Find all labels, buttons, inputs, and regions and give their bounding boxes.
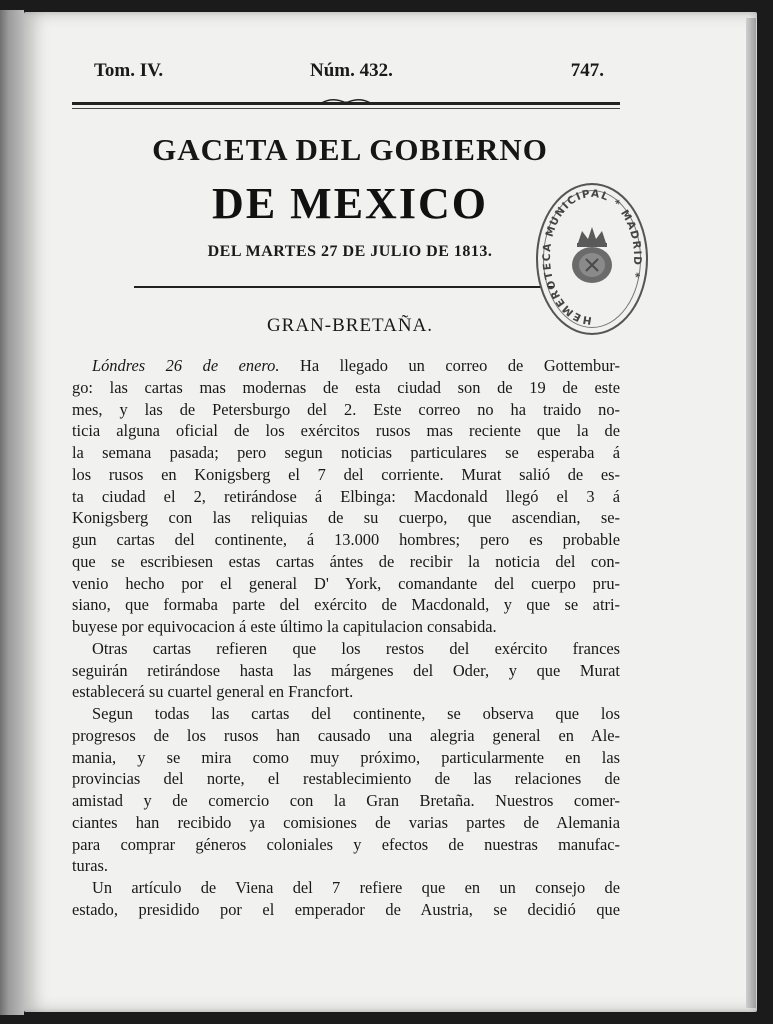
article-line: para comprar géneros coloniales y efectos de nuestras manufac- — [72, 834, 620, 854]
article-line: gun cartas del continente, á 13.000 hombres; pero es probable — [72, 530, 620, 549]
article-line: progresos de los rusos han causado una alegria general en Ale- — [72, 725, 620, 745]
issue-number: Núm. 432. — [310, 60, 393, 81]
masthead-rule — [134, 286, 554, 288]
crown-crest-icon — [572, 227, 612, 283]
article-line: buyese por equivocacion á este último la capitulacion consabida. — [72, 617, 497, 636]
article-line: estado, presidido por el emperador de Austria, se decidió que — [72, 899, 620, 919]
article-line: siano, que formaba parte del exército de Macdonald, y que se atri- — [72, 595, 620, 615]
article-line: ticia alguna oficial de los exércitos rusos mas reciente que la de — [72, 421, 620, 441]
left-page-edge — [0, 10, 24, 1015]
article-line: Un artículo de Viena del 7 refiere que en un consejo de — [92, 878, 620, 897]
article-line: Segun todas las cartas del continente, se observa que los — [92, 704, 620, 723]
article-line: seguirán retirándose hasta las márgenes del Oder, y que Murat — [72, 660, 620, 680]
article-line: la semana pasada; pero segun noticias particulares se esperaba á — [72, 443, 620, 462]
article-line: venio hecho por el general D' York, comandante del cuerpo pru- — [72, 573, 620, 593]
article-line: Otras cartas refieren que los restos del exército frances — [92, 638, 620, 658]
article-line: que se escribiesen estas cartas ántes de recibir la noticia del con- — [72, 551, 620, 571]
article-line: amistad y de comercio con la Gran Bretaña. Nuestros comer- — [72, 791, 620, 810]
article-line: ta ciudad el 2, retirándose á Elbinga: Macdonald llegó el 3 á — [72, 486, 620, 506]
header-rule-thin — [72, 108, 620, 109]
article-line: provincias del norte, el restablecimiento de las relaciones de — [72, 769, 620, 789]
rule-ornament-icon — [318, 96, 374, 108]
masthead-title-line2: DE MEXICO — [212, 179, 488, 228]
article-line: Konigsberg con las reliquias de su cuerpo, que ascendian, se- — [72, 508, 620, 528]
masthead-dateline: DEL MARTES 27 DE JULIO DE 1813. — [207, 243, 493, 260]
masthead-title-line1: GACETA DEL GOBIERNO — [152, 132, 548, 167]
page-number: 747. — [570, 60, 604, 81]
article-line: go: las cartas mas modernas de esta ciudad son de 19 de este — [72, 377, 620, 397]
article-line: mania, y se mira como muy próximo, particularmente en las — [72, 747, 620, 767]
article-dateline: Lóndres 26 de enero. — [92, 356, 280, 375]
right-page-edge — [746, 18, 756, 1008]
volume-label: Tom. IV. — [94, 60, 164, 81]
article-line: turas. — [72, 856, 108, 876]
article-line: establecerá su cuartel general en Francfort. — [72, 682, 354, 702]
stamp-text: HEMEROTECA MUNICIPAL * MADRID * — [541, 187, 644, 327]
article-line: Lóndres 26 de enero. Ha llegado un correo de Gottembur- — [92, 356, 620, 375]
library-stamp — [536, 183, 648, 335]
article-line: mes, y las de Petersburgo del 2. Este correo no ha traido no- — [72, 399, 620, 419]
section-title: GRAN-BRETAÑA. — [266, 315, 434, 336]
running-header — [94, 60, 604, 88]
article-line: ciantes han recibido ya comisiones de varias partes de Alemania — [72, 812, 620, 832]
article-body — [72, 355, 620, 921]
article-line: los rusos en Konigsberg el 7 del corriente. Murat salió de es- — [72, 464, 620, 484]
